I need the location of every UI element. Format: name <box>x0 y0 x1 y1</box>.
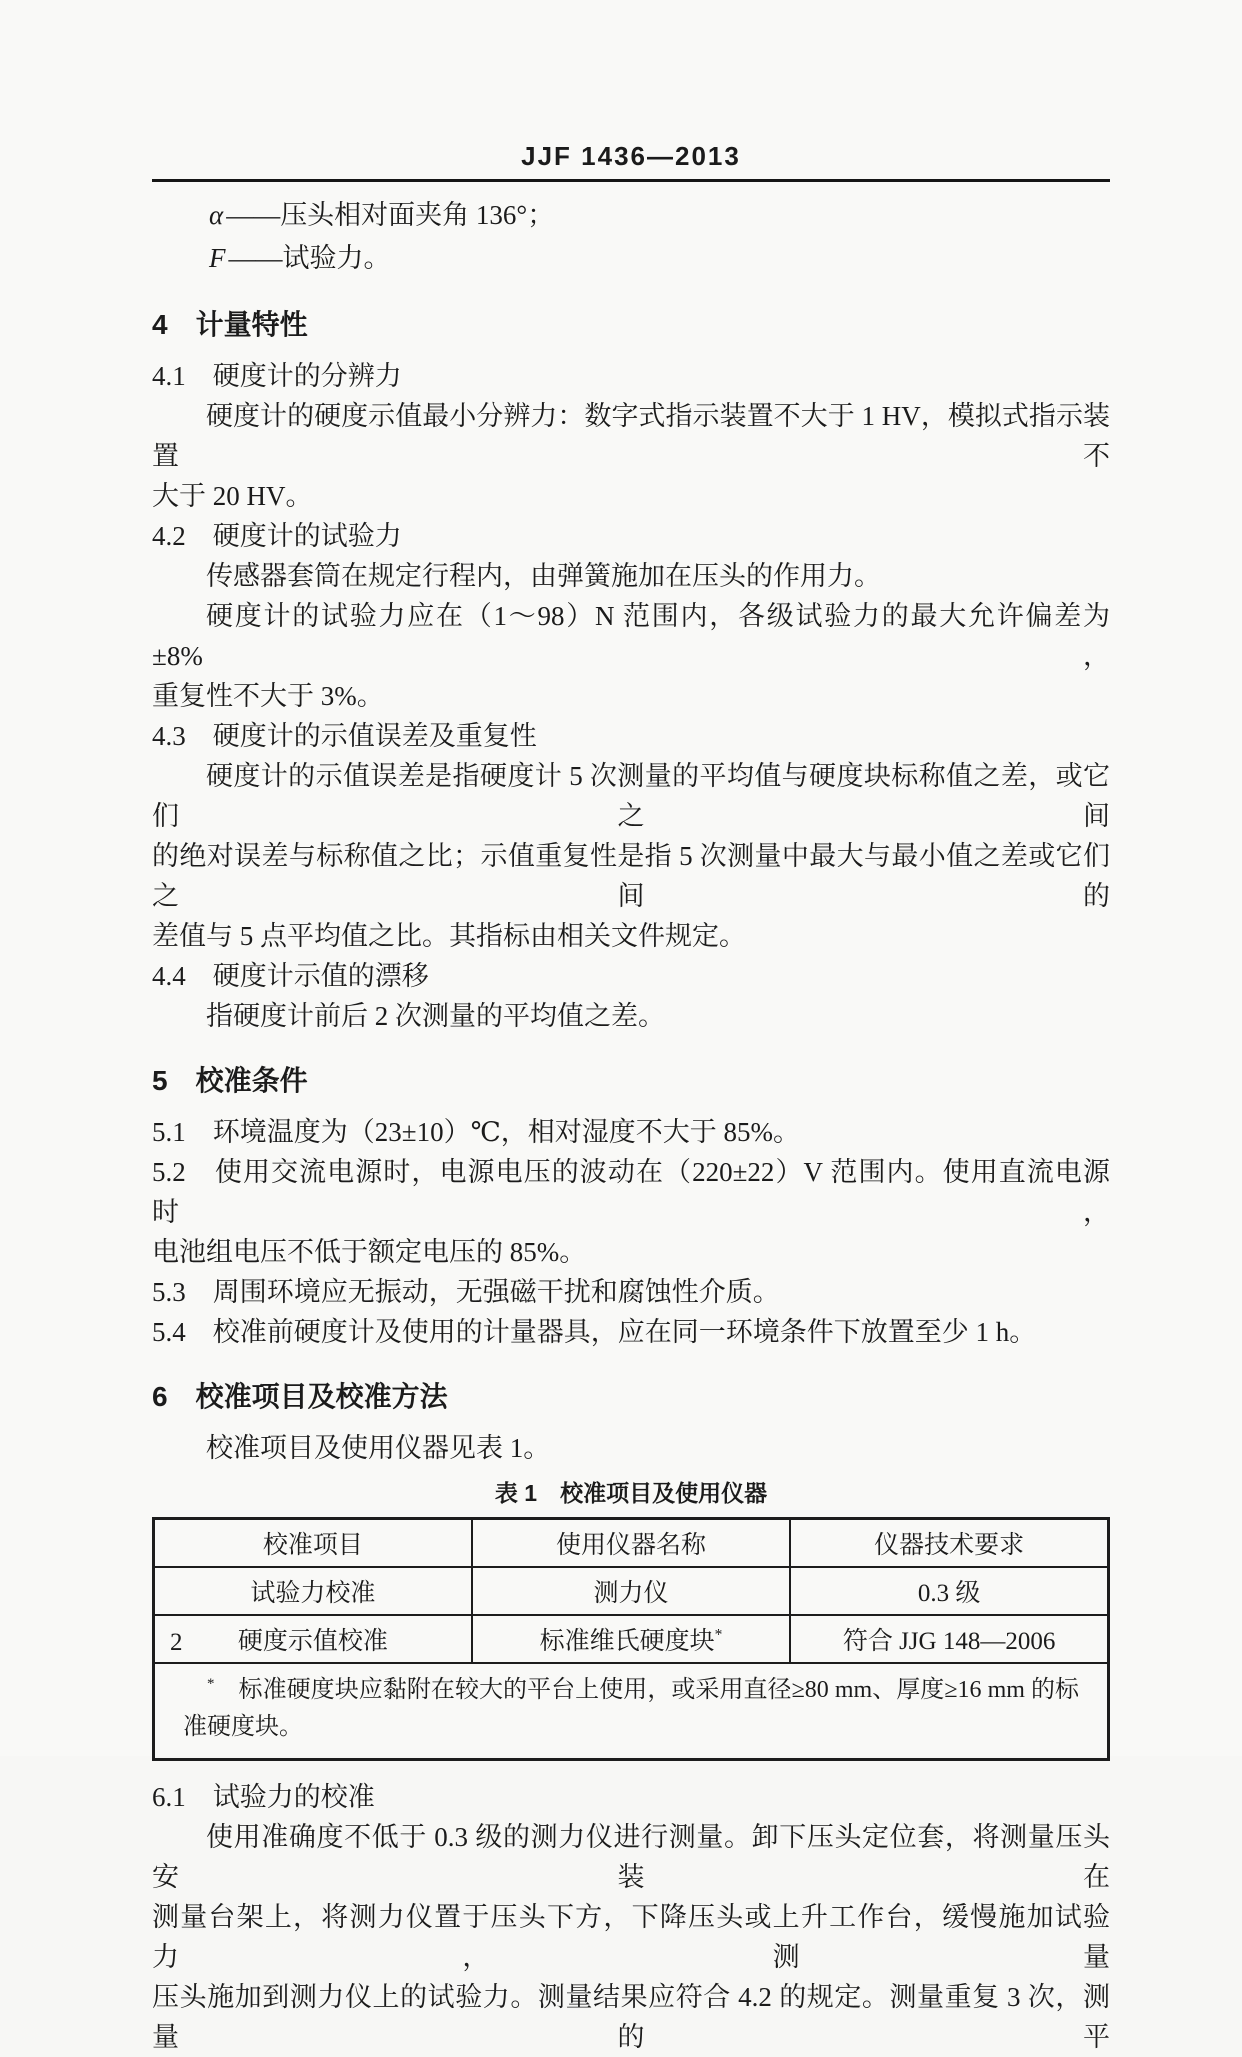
table-cell-requirement: 符合 JJG 148—2006 <box>790 1615 1108 1663</box>
definition-symbol-alpha: α <box>209 200 224 230</box>
page-number: 2 <box>170 1629 183 1656</box>
table-footnote-row <box>154 1663 1109 1760</box>
symbol-definitions <box>152 194 1110 280</box>
paragraph-line: 测量台架上，将测力仪置于压头下方，下降压头或上升工作台，缓慢施加试验力，测量 <box>152 1902 1110 1972</box>
page-content <box>152 0 1110 2057</box>
paragraph-line: 硬度计的示值误差是指硬度计 5 次测量的平均值与硬度块标称值之差，或它们之间 <box>152 761 1110 831</box>
paragraph-line: 大于 20 HV。 <box>152 481 313 511</box>
table-footnote-cell <box>154 1663 1109 1760</box>
table-header-cell-requirement: 仪器技术要求 <box>790 1519 1108 1568</box>
clause-5-2-line2: 电池组电压不低于额定电压的 85%。 <box>152 1237 587 1267</box>
subsection-heading-4-3: 4.3 硬度计的示值误差及重复性 <box>152 721 537 751</box>
paragraph-line: 压头施加到测力仪上的试验力。测量结果应符合 4.2 的规定。测量重复 3 次，测量的平 <box>152 1982 1110 2052</box>
header-rule <box>152 179 1110 182</box>
calibration-items-table <box>152 1517 1110 1761</box>
definition-line-alpha <box>209 194 1110 237</box>
clause-5-1: 5.1 环境温度为（23±10）℃，相对湿度不大于 85%。 <box>152 1117 801 1147</box>
section-heading-6: 6 校准项目及校准方法 <box>152 1381 448 1412</box>
footnote-marker: * <box>714 1626 723 1644</box>
table-cell-item: 硬度示值校准 <box>154 1615 472 1663</box>
section-6-intro: 校准项目及使用仪器见表 1。 <box>206 1433 551 1463</box>
table-row <box>154 1567 1109 1615</box>
standard-code-header: JJF 1436—2013 <box>521 141 741 171</box>
paragraph-line: 使用准确度不低于 0.3 级的测力仪进行测量。卸下压头定位套，将测量压头安装在 <box>152 1822 1110 1892</box>
table-row <box>154 1615 1109 1663</box>
clause-5-4: 5.4 校准前硬度计及使用的计量器具，应在同一环境条件下放置至少 1 h。 <box>152 1317 1037 1347</box>
table-footnote <box>183 1672 1079 1746</box>
subsection-heading-4-1: 4.1 硬度计的分辨力 <box>152 361 402 391</box>
table-header-row <box>154 1519 1109 1568</box>
table-cell-instrument <box>472 1615 790 1663</box>
table-cell-requirement: 0.3 级 <box>790 1567 1108 1615</box>
definition-text-alpha: ——压头相对面夹角 136°； <box>226 200 555 230</box>
paragraph-line: 差值与 5 点平均值之比。其指标由相关文件规定。 <box>152 921 746 951</box>
paragraph-line: 硬度计的硬度示值最小分辨力：数字式指示装置不大于 1 HV，模拟式指示装置不 <box>152 401 1110 471</box>
footnote-text: 标准硬度块应黏附在较大的平台上使用，或采用直径≥80 mm、厚度≥16 mm 的标准硬度块。 <box>183 1677 1079 1740</box>
section-heading-5: 5 校准条件 <box>152 1065 308 1096</box>
clause-5-3: 5.3 周围环境应无振动，无强磁干扰和腐蚀性介质。 <box>152 1277 780 1307</box>
paragraph-line: 硬度计的试验力应在（1～98）N 范围内，各级试验力的最大允许偏差为±8%， <box>152 601 1110 671</box>
table-cell-item: 试验力校准 <box>154 1567 472 1615</box>
paragraph-line: 重复性不大于 3%。 <box>152 681 384 711</box>
subsection-heading-6-1: 6.1 试验力的校准 <box>152 1782 375 1812</box>
definition-text-f: ——试验力。 <box>228 243 391 273</box>
table-header-cell-item: 校准项目 <box>154 1519 472 1568</box>
clause-5-2-line1: 5.2 使用交流电源时，电源电压的波动在（220±22）V 范围内。使用直流电源时， <box>152 1157 1110 1227</box>
table-caption: 表 1 校准项目及使用仪器 <box>494 1480 768 1506</box>
paragraph-line: 传感器套筒在规定行程内，由弹簧施加在压头的作用力。 <box>206 561 881 591</box>
table-header-cell-instrument: 使用仪器名称 <box>472 1519 790 1568</box>
definition-symbol-f: F <box>209 243 226 273</box>
definition-line-f <box>209 237 1110 280</box>
paragraph-line: 的绝对误差与标称值之比；示值重复性是指 5 次测量中最大与最小值之差或它们之间的 <box>152 841 1110 911</box>
table-cell-instrument: 测力仪 <box>472 1567 790 1615</box>
section-heading-4: 4 计量特性 <box>152 309 308 340</box>
subsection-heading-4-4: 4.4 硬度计示值的漂移 <box>152 961 429 991</box>
paragraph-line: 指硬度计前后 2 次测量的平均值之差。 <box>206 1001 665 1031</box>
footnote-marker: * <box>207 1676 215 1692</box>
instrument-name: 标准维氏硬度块 <box>539 1628 715 1655</box>
subsection-heading-4-2: 4.2 硬度计的试验力 <box>152 521 402 551</box>
